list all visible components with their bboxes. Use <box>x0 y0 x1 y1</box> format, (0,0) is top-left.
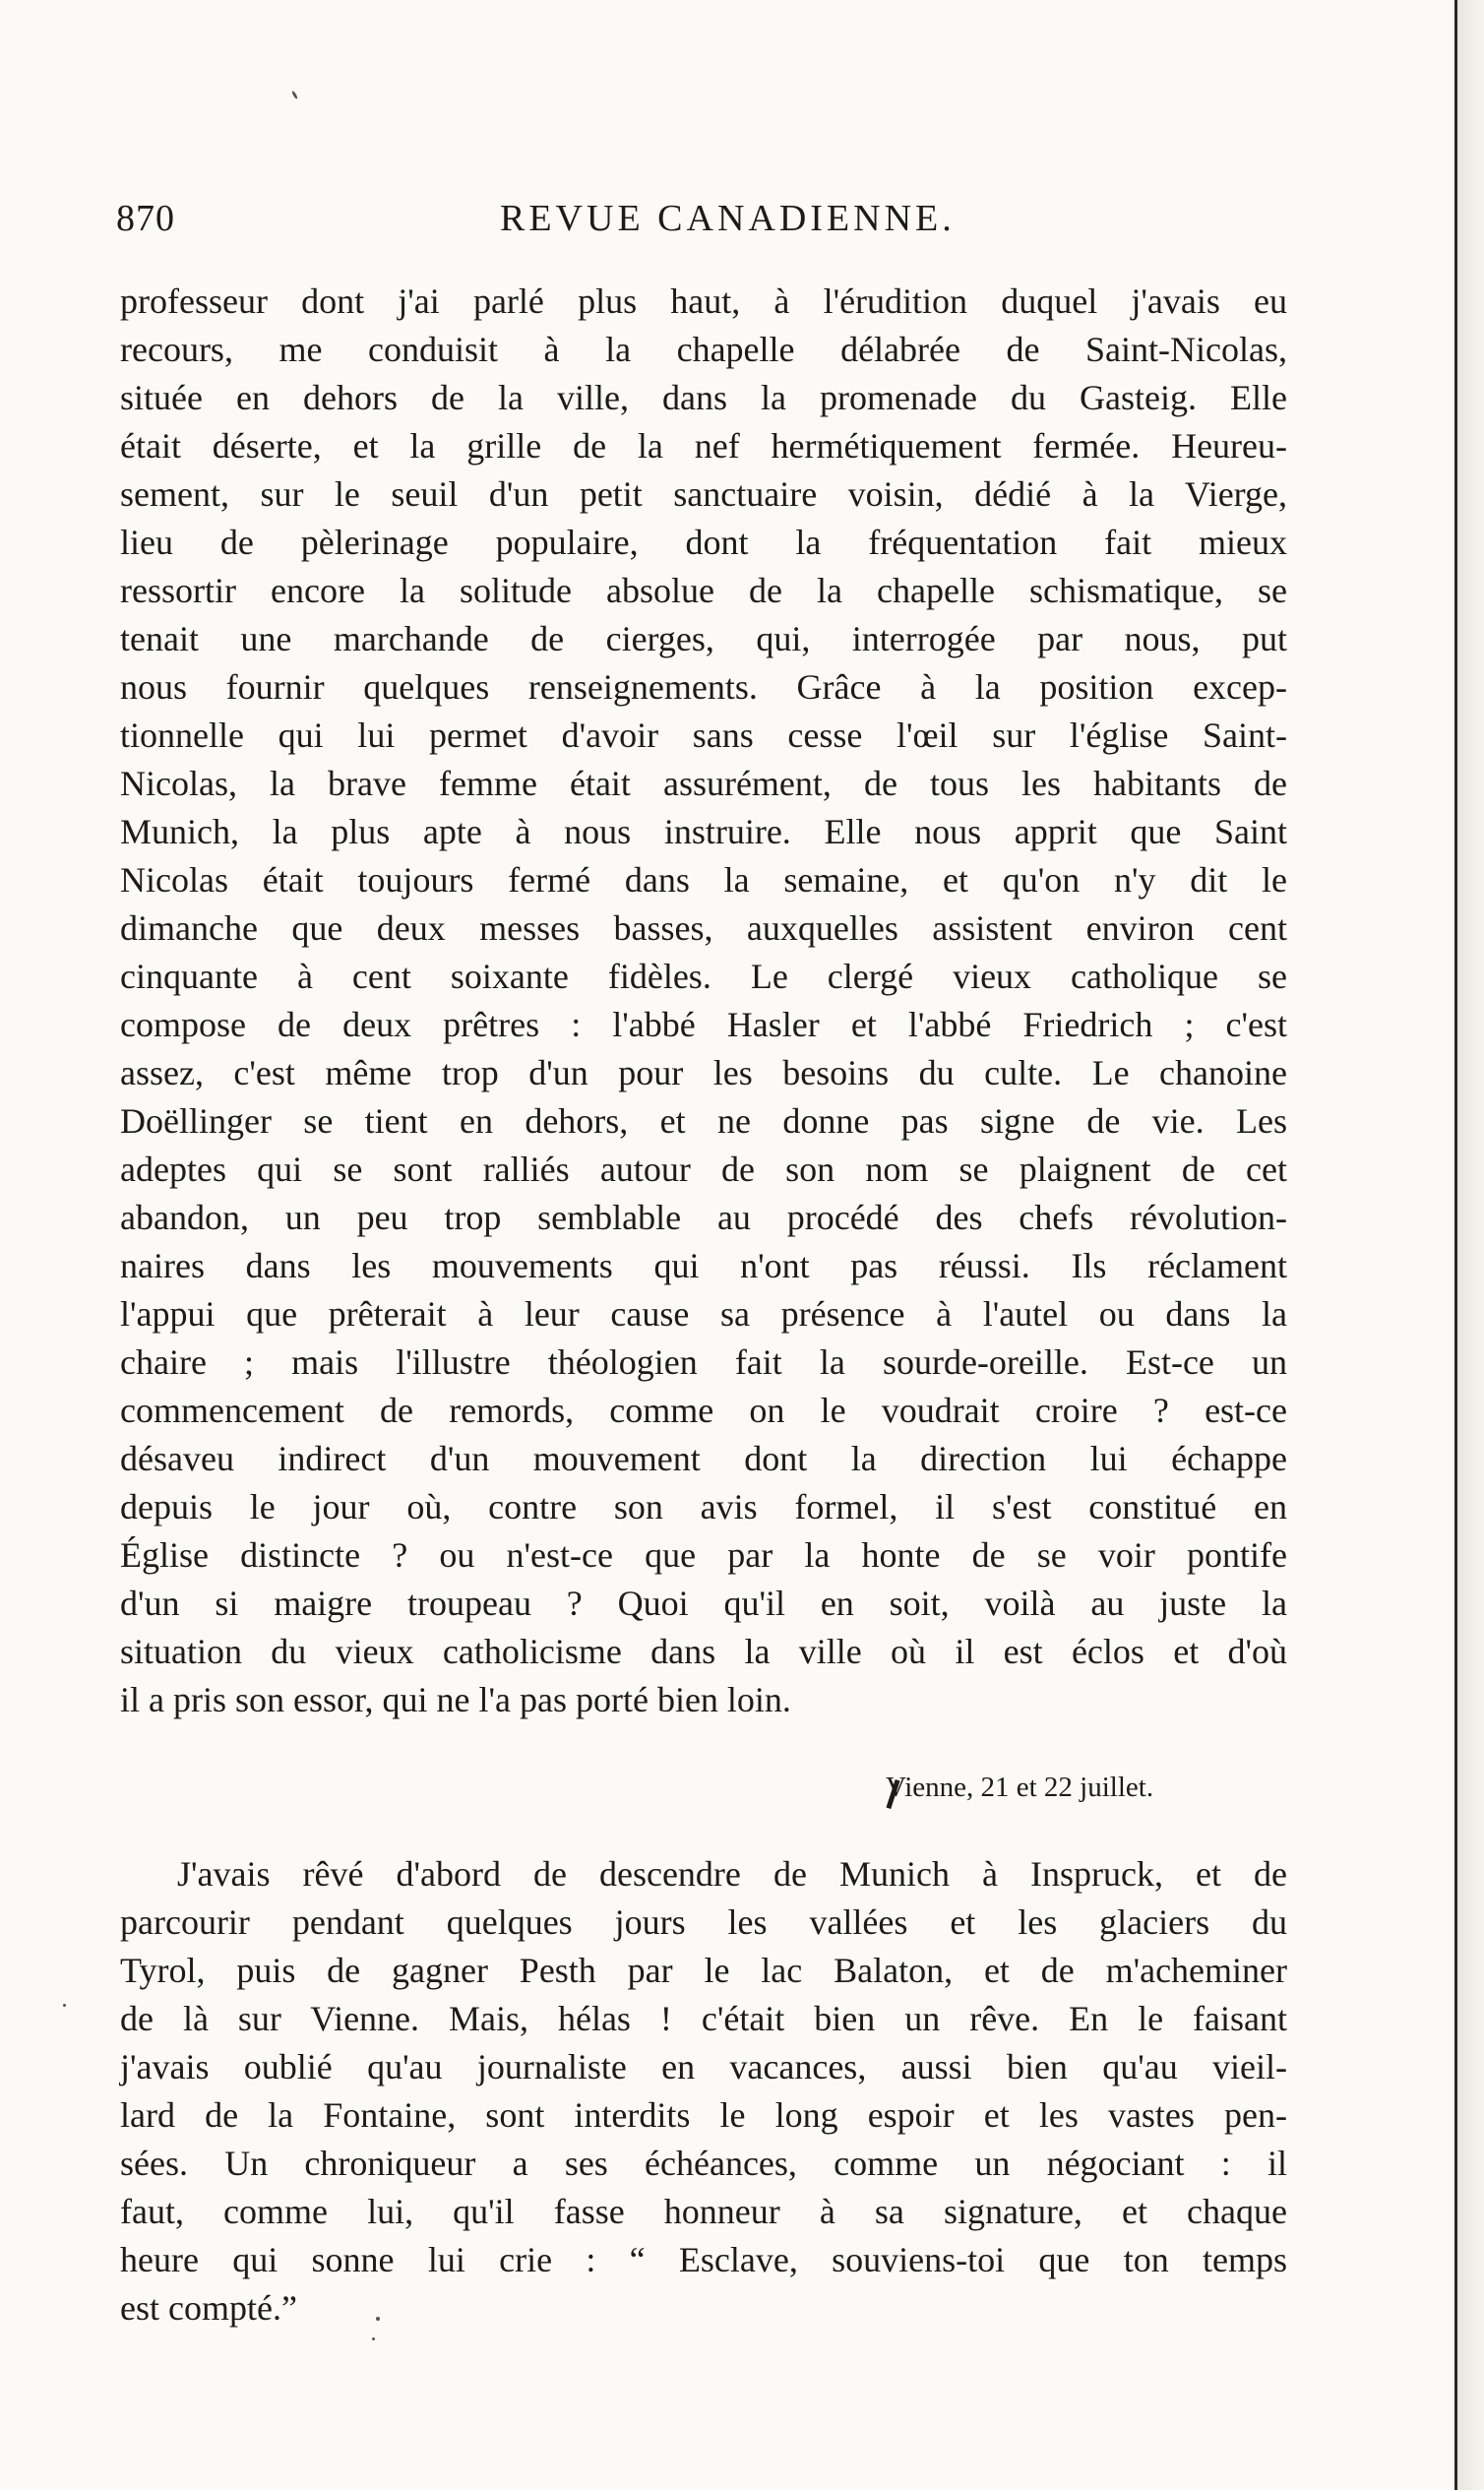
running-title: REVUE CANADIENNE. <box>500 198 956 239</box>
text-line: dimanche que deux messes basses, auxquelles assistent environ cent <box>120 908 1287 948</box>
text-line: tionnelle qui lui permet d'avoir sans cesse l'œil sur l'église Saint- <box>120 716 1287 755</box>
text-line: assez, c'est même trop d'un pour les besoins du culte. Le chanoine <box>120 1053 1287 1092</box>
text-line: situation du vieux catholicisme dans la ville où il est éclos et d'où <box>120 1632 1287 1671</box>
text-line: sées. Un chroniqueur a ses échéances, comme un négociant : il <box>120 2144 1287 2183</box>
text-line: tenait une marchande de cierges, qui, interrogée par nous, put <box>120 619 1287 658</box>
print-speck <box>63 2004 66 2007</box>
text-line: depuis le jour où, contre son avis formel, il s'est constitué en <box>120 1487 1287 1526</box>
text-line: Église distincte ? ou n'est-ce que par la honte de se voir pontife <box>120 1535 1287 1575</box>
text-line: Munich, la plus apte à nous instruire. Elle nous apprit que Saint <box>120 812 1287 851</box>
text-line: faut, comme lui, qu'il fasse honneur à sa signature, et chaque <box>120 2192 1287 2231</box>
text-line: chaire ; mais l'illustre théologien fait la sourde-oreille. Est-ce un <box>120 1342 1287 1382</box>
print-speck <box>372 2337 375 2340</box>
text-line: naires dans les mouvements qui n'ont pas réussi. Ils réclament <box>120 1246 1287 1285</box>
text-line: J'avais rêvé d'abord de descendre de Munich à Inspruck, et de <box>177 1854 1287 1894</box>
text-line: était déserte, et la grille de la nef hermétiquement fermée. Heureu- <box>120 426 1287 466</box>
page-header <box>116 197 1287 246</box>
text-line: heure qui sonne lui crie : “ Esclave, souviens-toi que ton temps <box>120 2240 1287 2279</box>
text-line: compose de deux prêtres : l'abbé Hasler et l'abbé Friedrich ; c'est <box>120 1005 1287 1044</box>
text-line: professeur dont j'ai parlé plus haut, à l'érudition duquel j'avais eu <box>120 281 1287 321</box>
text-line: nous fournir quelques renseignements. Grâce à la position excep- <box>120 667 1287 707</box>
text-line: l'appui que prêterait à leur cause sa présence à l'autel ou dans la <box>120 1294 1287 1334</box>
text-line: de là sur Vienne. Mais, hélas ! c'était bien un rêve. En le faisant <box>120 1999 1287 2038</box>
print-speck <box>376 2317 380 2321</box>
text-line: située en dehors de la ville, dans la promenade du Gasteig. Elle <box>120 378 1287 417</box>
text-line: Nicolas était toujours fermé dans la semaine, et qu'on n'y dit le <box>120 860 1287 900</box>
text-line: adeptes qui se sont ralliés autour de son nom se plaignent de cet <box>120 1150 1287 1189</box>
text-line: Doëllinger se tient en dehors, et ne donne pas signe de vie. Les <box>120 1101 1287 1141</box>
paragraph-1 <box>120 278 1287 1724</box>
print-speck <box>291 91 298 99</box>
text-line: lard de la Fontaine, sont interdits le long espoir et les vastes pen- <box>120 2095 1287 2135</box>
paragraph-2 <box>120 1850 1287 2333</box>
text-line: Tyrol, puis de gagner Pesth par le lac Balaton, et de m'acheminer <box>120 1951 1287 1990</box>
text-line: commencement de remords, comme on le voudrait croire ? est-ce <box>120 1391 1287 1430</box>
text-line: il a pris son essor, qui ne l'a pas porté bien loin. <box>120 1680 791 1719</box>
text-line: abandon, un peu trop semblable au procédé des chefs révolution- <box>120 1198 1287 1237</box>
text-line: cinquante à cent soixante fidèles. Le clergé vieux catholique se <box>120 957 1287 996</box>
text-line: j'avais oublié qu'au journaliste en vacances, aussi bien qu'au vieil- <box>120 2047 1287 2086</box>
text-line: est compté.” <box>120 2288 297 2328</box>
text-line: d'un si maigre troupeau ? Quoi qu'il en soit, voilà au juste la <box>120 1584 1287 1623</box>
text-line: désaveu indirect d'un mouvement dont la direction lui échappe <box>120 1439 1287 1478</box>
page-edge-shadow <box>1457 0 1484 2490</box>
text-line: ressortir encore la solitude absolue de la chapelle schismatique, se <box>120 571 1287 610</box>
text-line: lieu de pèlerinage populaire, dont la fréquentation fait mieux <box>120 523 1287 562</box>
text-line: Nicolas, la brave femme était assurément, de tous les habitants de <box>120 764 1287 803</box>
text-line: recours, me conduisit à la chapelle délabrée de Saint-Nicolas, <box>120 330 1287 369</box>
dateline: Vienne, 21 et 22 juillet. <box>886 1772 1154 1803</box>
text-line: sement, sur le seuil d'un petit sanctuaire voisin, dédié à la Vierge, <box>120 474 1287 514</box>
page-number: 870 <box>116 198 175 239</box>
text-line: parcourir pendant quelques jours les vallées et les glaciers du <box>120 1902 1287 1942</box>
